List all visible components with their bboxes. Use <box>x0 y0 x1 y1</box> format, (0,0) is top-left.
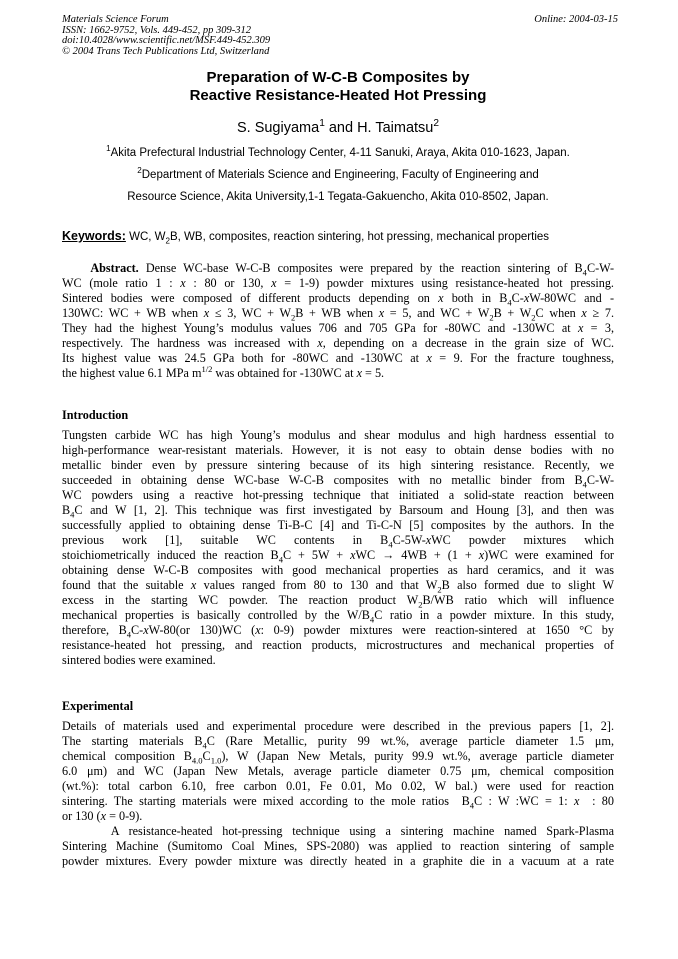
title-line-2: Reactive Resistance-Heated Hot Pressing <box>189 87 487 104</box>
intro-line: sintered bodies were examined. <box>62 653 216 667</box>
intro-line: succeeded in obtaining dense WC-base W-C-B composites with no metallic binder from $B_4C-W-$ <box>62 473 614 488</box>
author-2-affil: 2 <box>433 118 440 130</box>
author-1: S. Sugiyama <box>236 120 320 136</box>
abstract-label: Abstract. <box>90 261 139 275</box>
intro-line: $B_4C$ and W [1, 2]. This technique was first investigated by Barsoum and Houng [3], and then was <box>62 503 614 518</box>
journal-header <box>62 15 618 57</box>
section-heading-introduction: Introduction <box>62 408 129 422</box>
copyright-line: © 2004 Trans Tech Publications Ltd, Switzerland <box>62 45 270 57</box>
keywords <box>62 229 618 244</box>
affiliation-1-marker: 1 <box>106 144 111 154</box>
introduction-body <box>62 428 614 668</box>
exp-line: Details of materials used and experimental procedure were described in the previous papers [1, 2]. <box>62 719 614 733</box>
abstract-line: They had the highest Young’s modulus values 706 and 705 GPa for -80WC and -130WC at x = 3, <box>62 321 614 335</box>
exp-line: chemical composition $B_{4.0}C_{1.0}$), W (Japan New Metals, purity 99.9 wt.%, average particle diameter <box>62 749 614 764</box>
issn-line: ISSN: 1662-9752, Vols. 449-452, pp 309-312 <box>62 24 251 36</box>
exp-line: A resistance-heated hot-pressing technique using a sintering machine named Spark-Plasma <box>62 824 614 838</box>
intro-line: stoichiometrically induced the reaction $B_4C + 5W$ + xWC → 4WB + (1 + x)WC were examined for <box>62 548 614 563</box>
exp-line: The starting materials $B_4C$ (Rare Metallic, purity 99 wt.%, average particle diameter 1.5 μm, <box>62 734 614 749</box>
intro-line: found that the suitable x values ranged from 80 to 130 and that $W_2B$ also formed due to slight W <box>62 578 614 593</box>
intro-line: mechanical properties is basically controlled by the $W/B_4C$ ratio in a powder mixture. In this study, <box>62 608 614 623</box>
affiliation-2-line-1: Department of Materials Science and Engineering, Faculty of Engineering and <box>141 169 539 181</box>
intro-line: previous work [1], suitable WC contents in $B_4C-5W$-xWC powder mixtures which <box>62 533 614 548</box>
intro-line: Tungsten carbide WC has high Young’s modulus and shear modulus and high hardness essential to <box>62 428 614 442</box>
intro-line: metallic binder even by pressure sintering because of its high sintering resistance. Recently, we <box>62 458 614 472</box>
keywords-text-a: WC, W <box>125 231 166 243</box>
abstract <box>62 261 614 381</box>
abstract-line: WC (mole ratio 1 : x : 80 or 130, x = 1-9) powder mixtures using resistance-heated hot pressing. <box>62 276 614 290</box>
affiliation-1 <box>62 146 614 160</box>
intro-line: high-performance wear-resistant materials. However, it is not easy to obtain dense bodies with no <box>62 443 614 457</box>
abstract-line: respectively. The hardness was increased with x, depending on a decrease in the grain size of WC. <box>62 336 614 350</box>
section-heading-experimental: Experimental <box>62 699 134 713</box>
affiliation-2 <box>62 168 614 182</box>
author-2: and H. Taimatsu <box>324 120 434 136</box>
intro-line: therefore, $B_4C-xW-80(or$ 130)WC (x: 0-9) powder mixtures were reaction-sintered at 1650 °C by <box>62 623 614 638</box>
abstract-line: 130WC: WC + WB when x ≤ 3, WC + $W_2B$ + WB when x = 5, and WC + $W_2B + W_2C$ when x ≥ 7. <box>62 306 614 321</box>
intro-line: excess in the starting WC powder. The reaction product $W_2B/WB$ ratio which will influence <box>62 593 614 608</box>
exp-line: or 130 (x = 0-9). <box>62 809 143 823</box>
affiliation-1-text: Akita Prefectural Industrial Technology Center, 4-11 Sanuki, Araya, Akita 010-1623, Japan. <box>110 147 570 159</box>
abstract-line: Abstract. Dense WC-base W-C-B composites were prepared by the reaction sintering of $B_4C-W-$ <box>90 261 614 276</box>
abstract-line: Its highest value was 24.5 GPa both for -80WC and -130WC at x = 9. For the fracture toughness, <box>62 351 614 365</box>
paper-title <box>62 69 614 105</box>
exp-line: (wt.%): total carbon 6.10, free carbon 0.01, Fe 0.01, Mo 0.02, W bal.) were used for reaction <box>62 779 614 793</box>
keywords-sub: 2 <box>165 236 170 246</box>
intro-line: resistance-heated hot pressing, and reaction products, microstructures and mechanical properties of <box>62 638 614 652</box>
abstract-line: Sintered bodies were composed of different products depending on x both in $B_4C-xW-80WC$ and - <box>62 291 614 306</box>
abstract-line: the highest value 6.1 MPa $m^{1/2}$ was obtained for -130WC at x = 5. <box>62 366 385 380</box>
intro-line: obtaining dense W-C-B composites with good mechanical properties as hard ceramics, and it was <box>62 563 614 577</box>
intro-line: successfully applied to obtaining dense Ti-B-C [4] and Ti-C-N [5] composites by the authors. In the <box>62 518 614 532</box>
exp-line: Sintering Machine (Sumitomo Coal Mines, SPS-2080) was applied to reaction sintering of sample <box>62 839 614 853</box>
journal-name: Materials Science Forum <box>62 14 169 25</box>
exp-line: powder mixtures. Every powder mixture was directly heated in a graphite die in a vacuum at a rate <box>62 854 614 868</box>
affiliation-2-cont: Resource Science, Akita University,1-1 Tegata-Gakuencho, Akita 010-8502, Japan. <box>127 191 549 203</box>
title-line-1: Preparation of W-C-B Composites by <box>206 69 470 86</box>
online-date: Online: 2004-03-15 <box>534 14 618 25</box>
keywords-text-b: B, WB, composites, reaction sintering, hot pressing, mechanical properties <box>170 231 550 243</box>
intro-line: WC powders using a reactive hot-pressing technique that initiated a solid-state reaction between <box>62 488 614 502</box>
author-1-affil: 1 <box>319 118 325 130</box>
authors <box>62 119 614 137</box>
exp-line: sintering. The starting materials were mixed according to the mole ratios $B_4C$ : W :WC = 1: x : 80 <box>62 794 614 809</box>
exp-line: 6.0 μm) and WC (Japan New Metals, average particle diameter 0.75 μm, chemical composition <box>62 764 614 778</box>
doi-line: doi:10.4028/www.scientific.net/MSF.449-452.309 <box>62 35 271 46</box>
keywords-label: Keywords: <box>62 229 126 243</box>
experimental-body <box>62 719 614 869</box>
affiliation-2-marker: 2 <box>137 166 142 176</box>
